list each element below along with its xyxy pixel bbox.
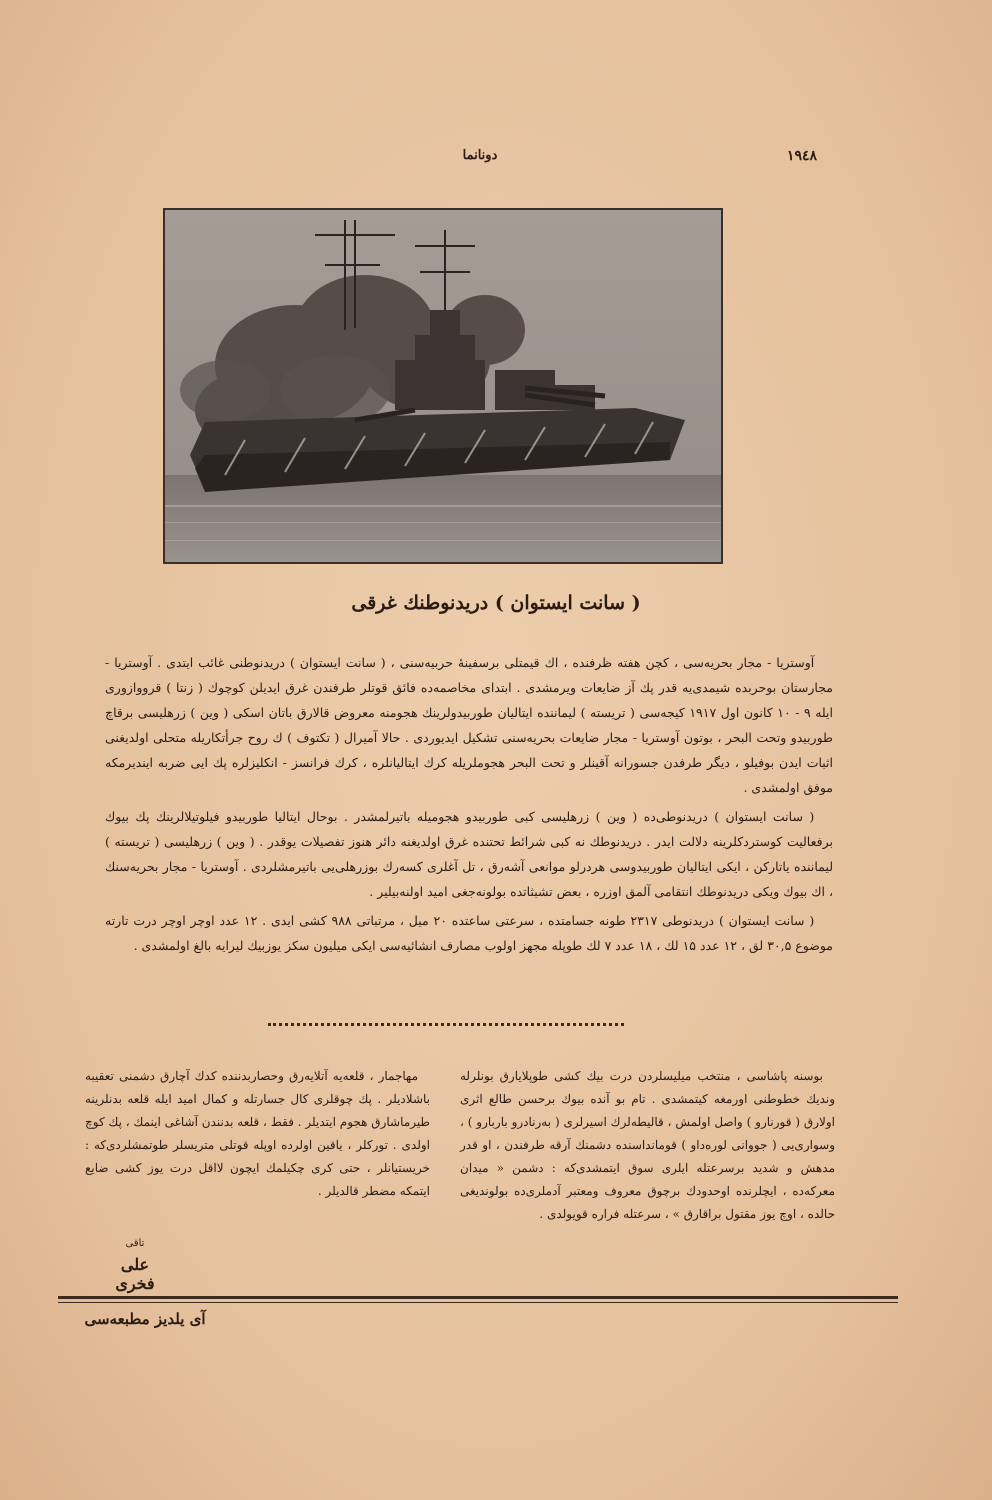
printer-imprint: آی یلدیز مطبعه‌سی xyxy=(84,1310,206,1328)
column-right xyxy=(460,1065,835,1226)
battleship-photo xyxy=(163,208,723,564)
page-number: ١٩٤٨ xyxy=(786,148,817,164)
author-name: علی فخری xyxy=(115,1255,155,1293)
column-left xyxy=(85,1065,430,1203)
column-left-text: مهاجمار ، قلعه‌یه آتلایه‌رق وحصاربدننده کدك آچارق دشمنی تعقیبه باشلادیلر . پك چوقلری کال جسارتله و کمال امید ایله قلعه بدنلرینه طیرماشارق هجوم ایتدیلر . فقط ، قلعه بدنندن آشاغی اینمك ، پك کوچ اولدی . تورکلر ، یاقین اولردە اوپله قوتلی متریسلر طوتمشلردی‌که : خریستیانلر ، حتی کری چکیلمك ایچون لااقل درت یوز کشی ضایع ایتمکه مضطر قالدیلر . xyxy=(85,1069,430,1198)
main-article xyxy=(105,650,833,962)
column-right-text: بوسنه پاشاسی ، منتخب میلیسلردن درت بیك کشی طوپلایارق بونلرله وندیك خطوطنی اورمغه کیتمشدی . تام بو آنده بیوك برحسن طالع اثری اولارق ( قورنارو ) واصل اولمش ، قالیطه‌لرك اسیرلری ( بەرنادرو باربارو ) ، وسواری‌یی ( جووانی لوره‌داو ) قومانداسنده دشمنك آرقه طرفندن ، او قدر مدهش و شدید برسرعتله ایلری سوق ایتمشدی‌که : دشمن « میدان معرکه‌ده ، ایچلرنده اوحدودك برچوق معروف ومعتبر آدملری‌ده بولوندیغی حالده ، اوچ یوز مقتول براقارق » ، سرعتله فراره قویولدی . xyxy=(460,1069,835,1221)
article-paragraph: آوستریا - مجار بحریه‌سی ، کچن هفته ظرفنده ، اك قیمتلی برسفینهٔ حربیه‌سنی ، ( سانت ایستوان ) دریدنوطنی غائب ایتدی . آوستریا - مجارستان بوحربده شیمدی‌یه قدر پك آز ضایعات ویرمشدی . ابتدای مخاصمه‌ده فائق قوتلر طرفندن غرق ایدیلن کوچوك ( زنتا ) قرووازوری ایله ۹ - ۱۰ کانون اول ۱۹۱۷ کیجه‌سی ( تریسته ) لیماننده ایتالیان طوربیدولرینك هجومنه معروض قالارق باتان اسکی ( وین ) زرهلیسی برقاچ طوربیدو وتحت البحر ، بوتون آوستریا - مجار ضایعات بحریه‌سنی تشکیل ایدیوردی . حالا آمیرال ( تکتوف ) ك روح جرأتکاریله متحلی اولدیغنی اثبات ایدن بوفیلو ، دیگر طرفدن جسورانه آقینلر و تحت البحر هجوملریله کرك ایتالیانلره ، کرك فرانسز - انکلیزلره پك ایی ضربه ایندیرمکه موفق اولمشدی . xyxy=(105,655,834,795)
author-prefix: تاقی xyxy=(125,1238,145,1249)
photo-caption: ( سانت ایستوان ) دریدنوطنك غرقی xyxy=(351,592,641,614)
battleship-illustration xyxy=(165,210,721,562)
section-divider xyxy=(268,1023,624,1026)
footer-rule xyxy=(58,1296,898,1299)
footer-rule-thin xyxy=(58,1302,898,1303)
article-paragraph: ( سانت ایستوان ) دریدنوطی ۲۳۱۷ طونه جسامتده ، سرعتی ساعتده ۲۰ میل ، مرتباتی ۹۸۸ کشی ایدی . ۱۲ عدد اوچر اوچر درت تارته موضوع ۳۰,۵ لق ، ۱۲ عدد ۱۵ لك ، ۱۸ عدد ۷ لك طوپله مجهز اولوب مصارف انشائیه‌سی ایکی میلیون سکز یوزبیك لیرایه بالغ اولمشدی . xyxy=(105,913,833,953)
article-paragraph: ( سانت ایستوان ) دریدنوطی‌ده ( وین ) زرهلیسی کبی طوربیدو هجومیله باتیرلمشدر . بوحال ایتالیا طوربیدو فیلوتیلالرینك پك بیوك برفعالیت کوستردکلرینه دلالت ایدر . دریدنوطك نه کبی شرائط تحتنده غرق اولدیغنه دائر هنوز تفصیلات یوقدر . ( وین ) زرهلیسی ( تریسته ) لیماننده یاتارکن ، ایکی ایتالیان طوربیدوسی هردرلو موانعی آشه‌رق ، تل آغلری کسه‌رك بوزرهلی‌یی باتیرمشلردی . آوستریا - مجار بحریه‌سنك ، اك بیوك ویکی دریدنوطك انتقامی آلمق اوزره ، بعض تشبثاتده بولونه‌جغی امید اولنه‌بیلیر . xyxy=(105,809,833,899)
running-title: دونانما xyxy=(462,148,498,163)
page-header xyxy=(0,148,992,172)
author-signature xyxy=(100,1238,170,1293)
